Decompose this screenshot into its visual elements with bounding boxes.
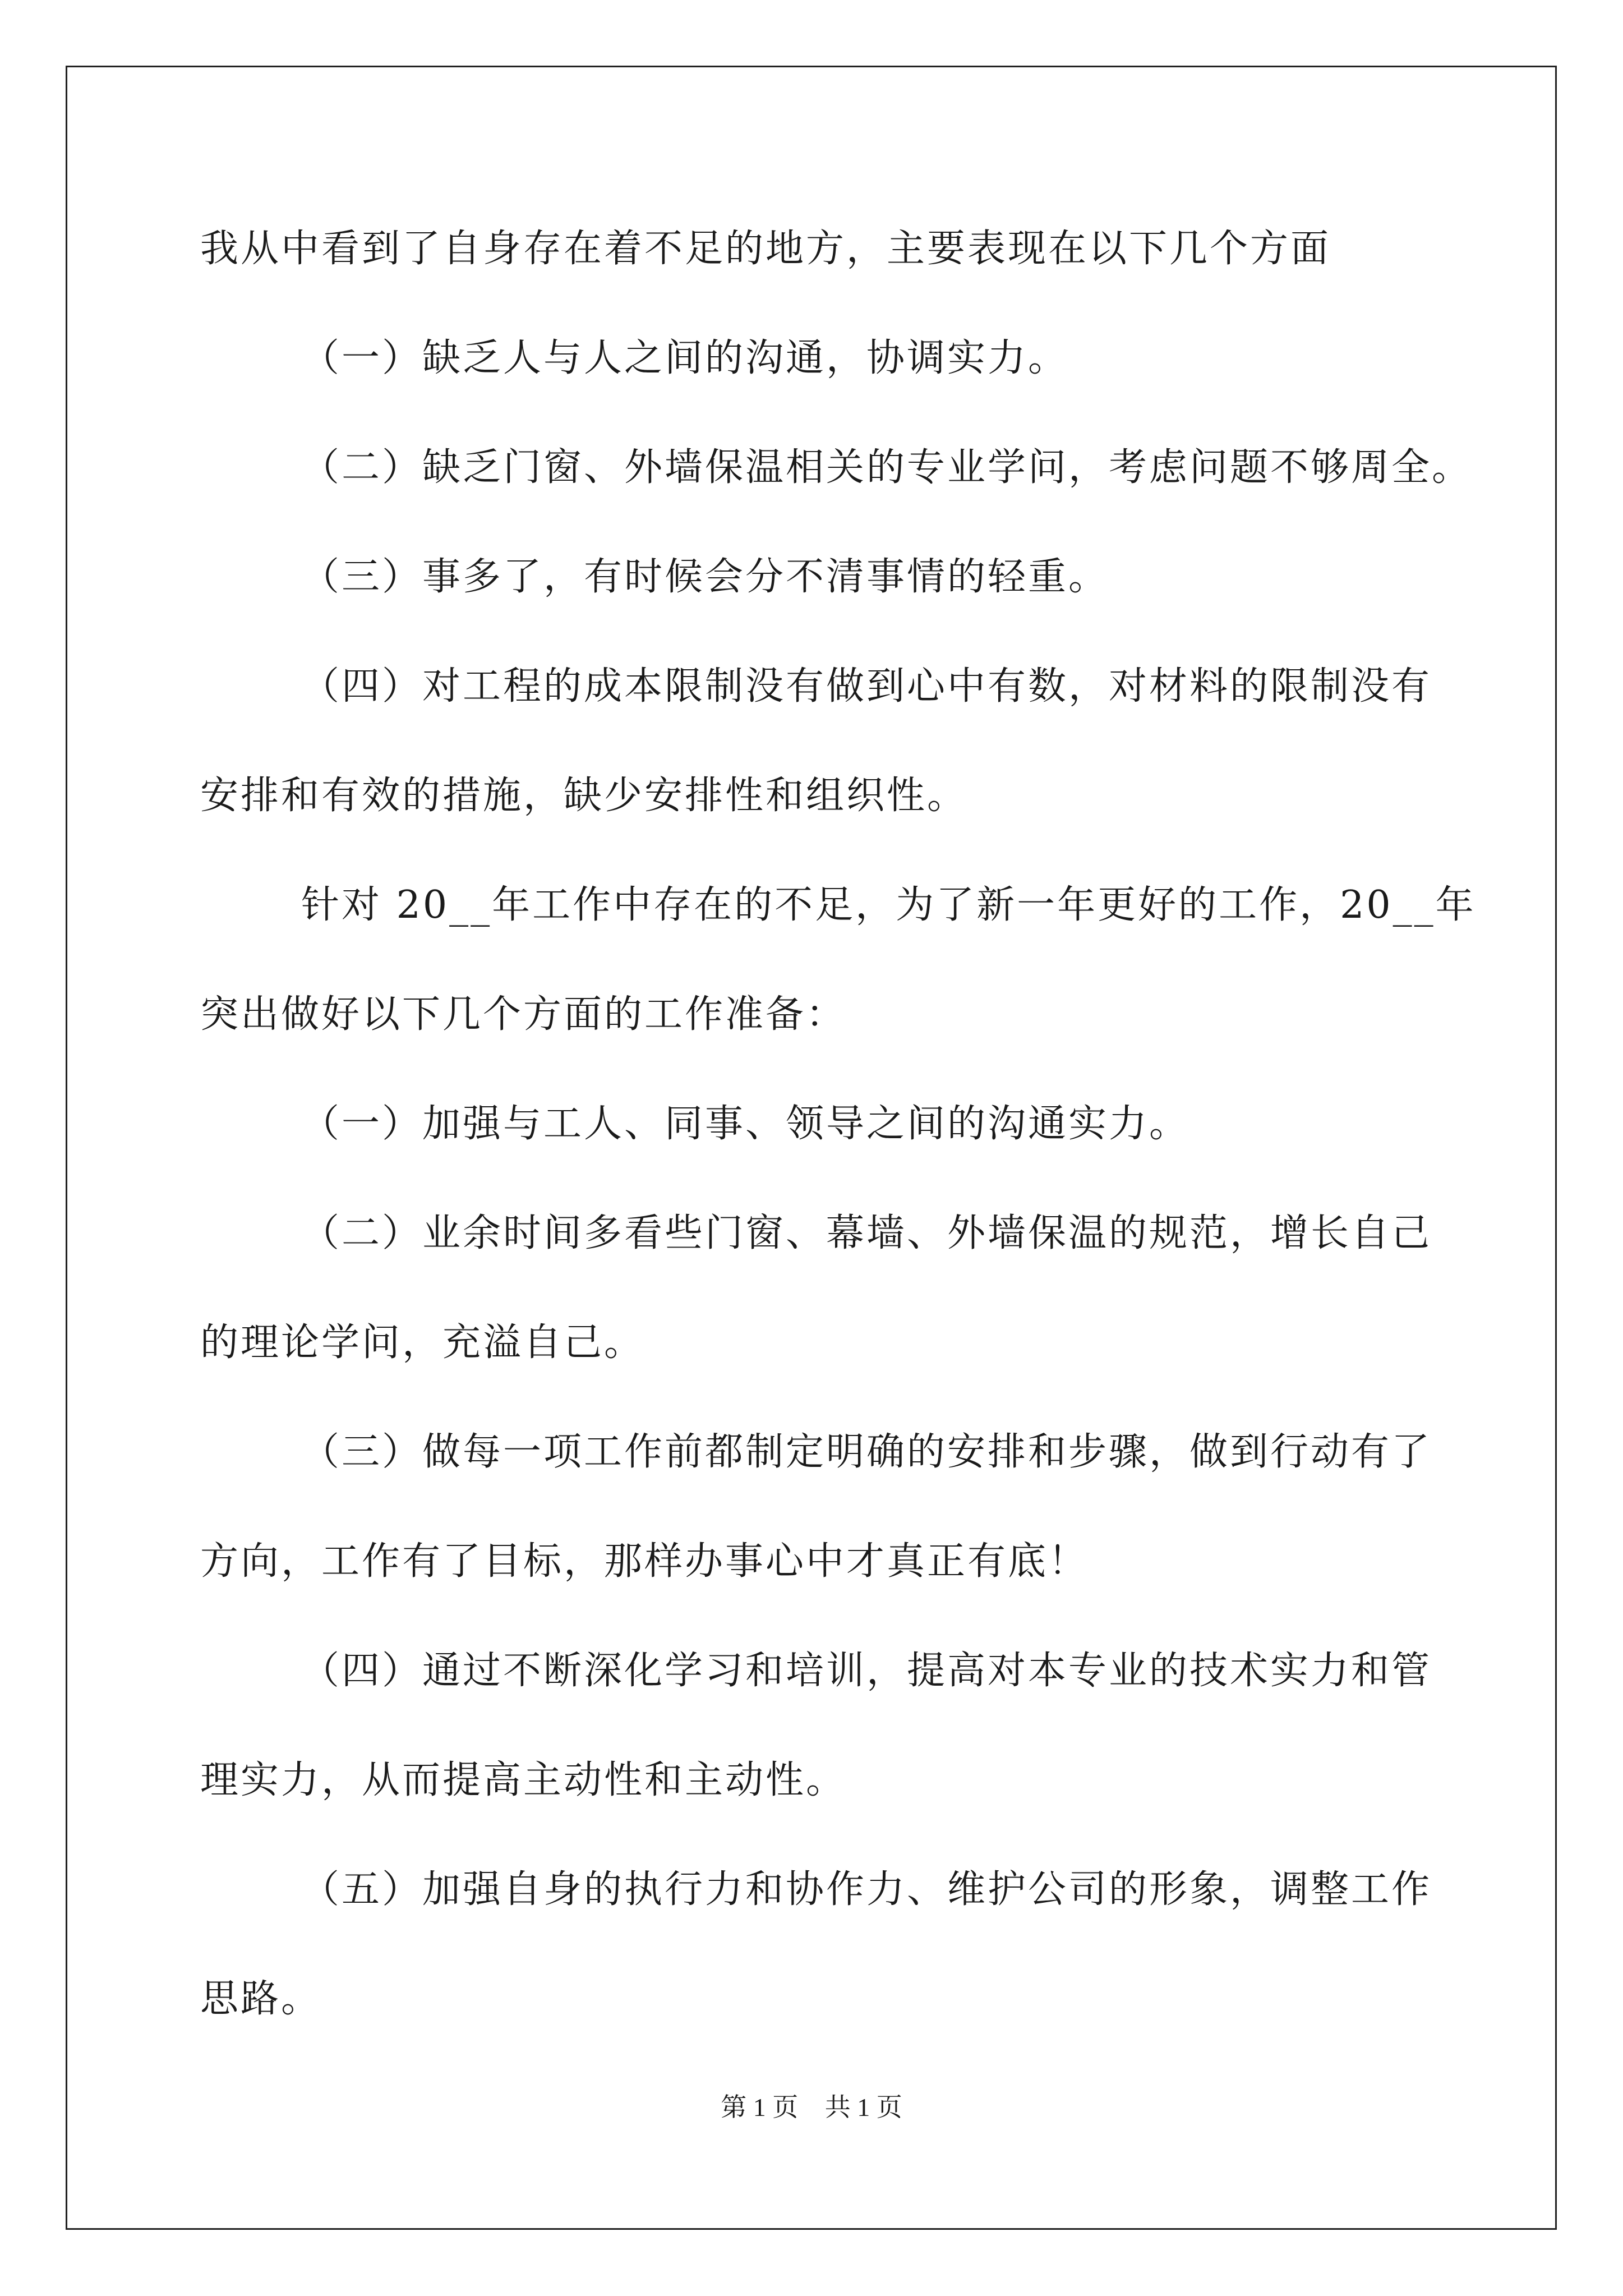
text-line: 方向，工作有了目标，那样办事心中才真正有底！: [200, 1539, 1089, 1584]
page-number: 第 1 页: [721, 2093, 799, 2122]
text-line: 针对 20__年工作中存在的不足，为了新一年更好的工作，20__年: [301, 883, 1476, 927]
page-total: 共 1 页: [824, 2093, 902, 2122]
text-line: 理实力，从而提高主动性和主动性。: [200, 1758, 847, 1802]
text-line: （四）通过不断深化学习和培训，提高对本专业的技术实力和管: [301, 1649, 1432, 1693]
text-line: （三）事多了，有时候会分不清事情的轻重。: [301, 555, 1109, 599]
text-line: （一）缺乏人与人之间的沟通，协调实力。: [301, 336, 1069, 380]
page-footer: [0, 2087, 1623, 2124]
text-line: 我从中看到了自身存在着不足的地方，主要表现在以下几个方面: [200, 227, 1331, 271]
text-line: 的理论学问，充溢自己。: [200, 1320, 645, 1365]
text-line: （三）做每一项工作前都制定明确的安排和步骤，做到行动有了: [301, 1430, 1432, 1474]
text-line: （二）缺乏门窗、外墙保温相关的专业学问，考虑问题不够周全。: [301, 445, 1473, 490]
text-line: 思路。: [200, 1977, 322, 2021]
text-line: （四）对工程的成本限制没有做到心中有数，对材料的限制没有: [301, 664, 1432, 708]
text-line: （一）加强与工人、同事、领导之间的沟通实力。: [301, 1102, 1190, 1146]
text-line: （五）加强自身的执行力和协作力、维护公司的形象，调整工作: [301, 1867, 1432, 1912]
text-line: （二）业余时间多看些门窗、幕墙、外墙保温的规范，增长自己: [301, 1211, 1432, 1255]
text-line: 突出做好以下几个方面的工作准备：: [200, 992, 847, 1037]
text-line: 安排和有效的措施，缺少安排性和组织性。: [200, 774, 968, 818]
